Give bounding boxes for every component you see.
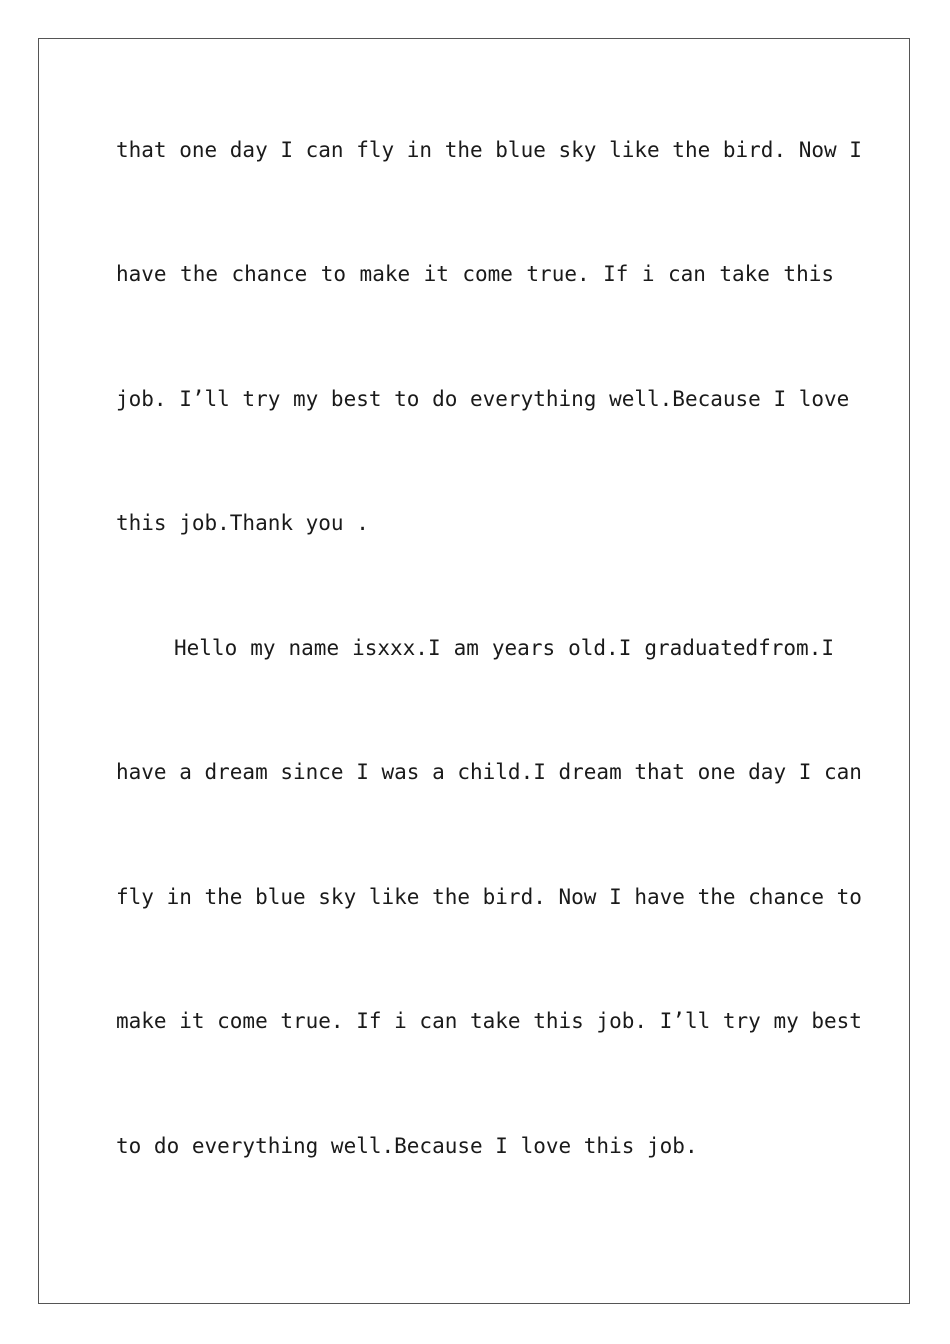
paragraph-1-line-2: have the chance to make it come true. If i can take this bbox=[116, 262, 834, 286]
paragraph-2-line-1: Hello my name isxxx.I am years old.I graduatedfrom.I bbox=[174, 636, 834, 660]
paragraph-2-line-4: make it come true. If i can take this job. I’ll try my best bbox=[116, 1009, 862, 1033]
paragraph-1-line-3: job. I’ll try my best to do everything well.Because I love bbox=[116, 387, 850, 411]
paragraph-1-line-4: this job.Thank you . bbox=[116, 511, 369, 535]
paragraph-2-line-3: fly in the blue sky like the bird. Now I have the chance to bbox=[116, 885, 862, 909]
paragraph-1-line-1: that one day I can fly in the blue sky like the bird. Now I bbox=[116, 138, 862, 162]
page-border bbox=[38, 38, 910, 1304]
paragraph-2-line-5: to do everything well.Because I love this job. bbox=[116, 1134, 698, 1158]
paragraph-2-line-2: have a dream since I was a child.I dream that one day I can bbox=[116, 760, 862, 784]
